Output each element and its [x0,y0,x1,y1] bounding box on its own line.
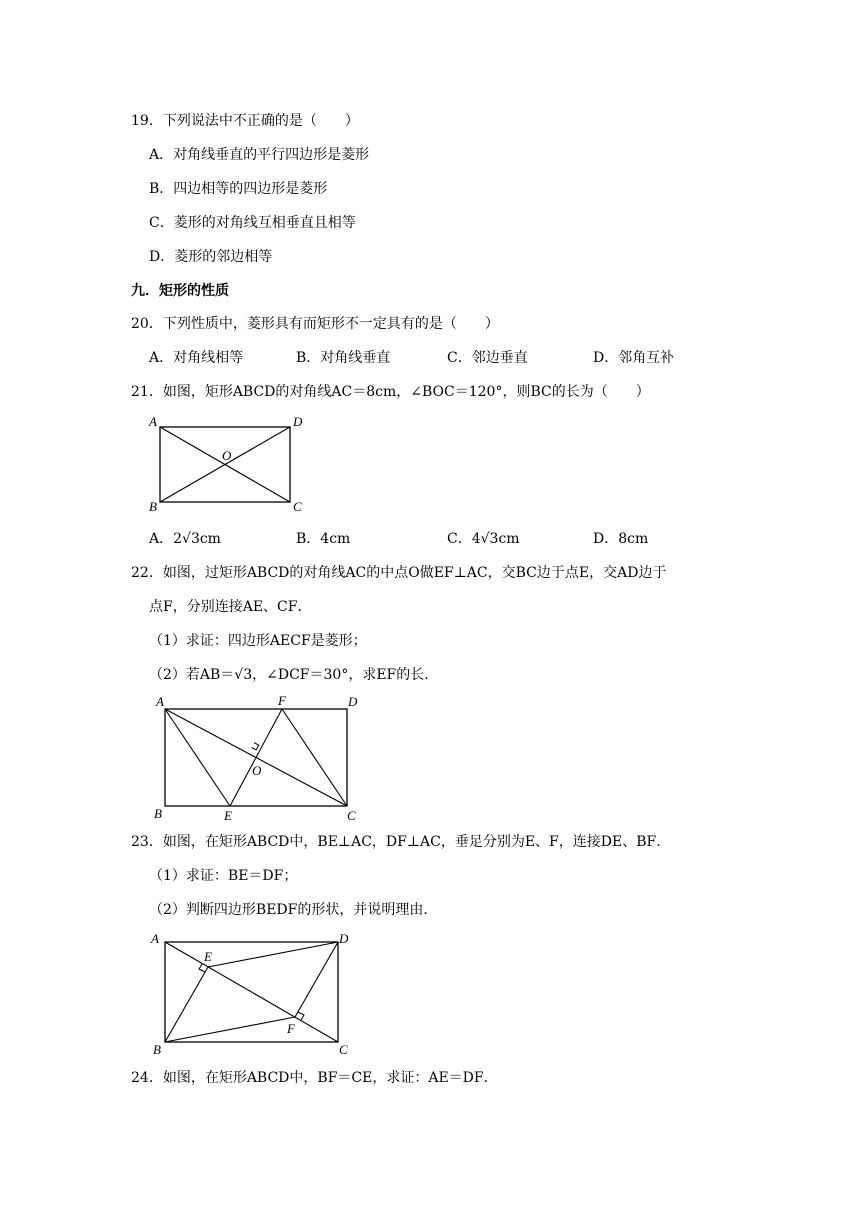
q22-label-a: A [156,694,164,709]
q22-part1: （1）求证：四边形AECF是菱形； [149,633,367,649]
q21-figure-rectangle [145,412,315,516]
q20-option-d: D．邻角互补 [593,350,675,366]
q22-segment-ae [165,709,230,806]
q20-option-a: A．对角线相等 [149,350,244,366]
q23-segment-ed [208,942,338,967]
q19-option-c: C．菱形的对角线互相垂直且相等 [149,215,356,231]
q19-stem: 19．下列说法中不正确的是（ ） [131,113,359,129]
q21-label-a: A [149,414,157,429]
q19-option-b: B．四边相等的四边形是菱形 [149,181,328,197]
q23-label-a: A [151,931,159,946]
q20-stem: 20．下列性质中，菱形具有而矩形不一定具有的是（ ） [131,316,499,332]
q23-label-f: F [287,1021,295,1036]
q22-label-b: B [154,806,162,821]
q21-label-c: C [293,499,302,514]
q20-option-c: C．邻边垂直 [447,350,528,366]
section-title: 九．矩形的性质 [131,283,229,299]
q22-label-d: D [348,694,358,709]
q23-label-d: D [339,931,349,946]
q23-segment-df [295,942,338,1017]
q23-segment-be [165,967,208,1042]
q22-label-f: F [278,693,286,708]
q23-label-b: B [153,1042,161,1057]
q23-diagonal-ac [165,942,338,1042]
q22-label-c: C [347,808,356,823]
q24-stem: 24．如图，在矩形ABCD中，BF＝CE，求证：AE＝DF． [131,1070,498,1086]
q22-label-o: O [252,763,262,778]
q22-segment-ef [230,709,282,806]
q21-option-b: B．4cm [296,531,351,547]
q23-label-c: C [339,1042,348,1057]
q22-right-angle-mark [251,743,258,750]
q22-label-e: E [224,808,232,823]
q23-part1: （1）求证：BE＝DF； [149,868,298,884]
q22-segment-fc [282,709,347,806]
q21-option-d: D．8cm [593,531,649,547]
q19-option-d: D．菱形的邻边相等 [149,249,273,265]
q21-label-b: B [149,499,157,514]
q23-segment-fb [165,1017,295,1042]
q22-part2: （2）若AB＝√3，∠DCF＝30°，求EF的长． [149,667,439,683]
q19-option-a: A．对角线垂直的平行四边形是菱形 [149,147,370,163]
q21-options [0,529,860,549]
q21-option-a: A．2√3cm [149,531,221,547]
q22-figure-rectangle [150,690,370,825]
q21-stem: 21．如图，矩形ABCD的对角线AC＝8cm，∠BOC＝120°，则BC的长为（ ） [131,384,650,400]
q21-label-o: O [222,448,232,463]
q23-figure-rectangle [145,928,365,1058]
q22-stem-line1: 22．如图，过矩形ABCD的对角线AC的中点O做EF⊥AC，交BC边于点E，交AD边于 [131,565,667,581]
q20-option-b: B．对角线垂直 [296,350,391,366]
q23-stem: 23．如图，在矩形ABCD中，BE⊥AC，DF⊥AC，垂足分别为E、F，连接DE、BF． [131,834,671,850]
q21-option-c: C．4√3cm [447,531,520,547]
q23-label-e: E [204,949,212,964]
q20-options [0,348,860,368]
q22-stem-line2: 点F，分别连接AE、CF． [149,599,312,615]
q21-label-d: D [293,414,303,429]
q23-part2: （2）判断四边形BEDF的形状，并说明理由． [149,902,438,918]
